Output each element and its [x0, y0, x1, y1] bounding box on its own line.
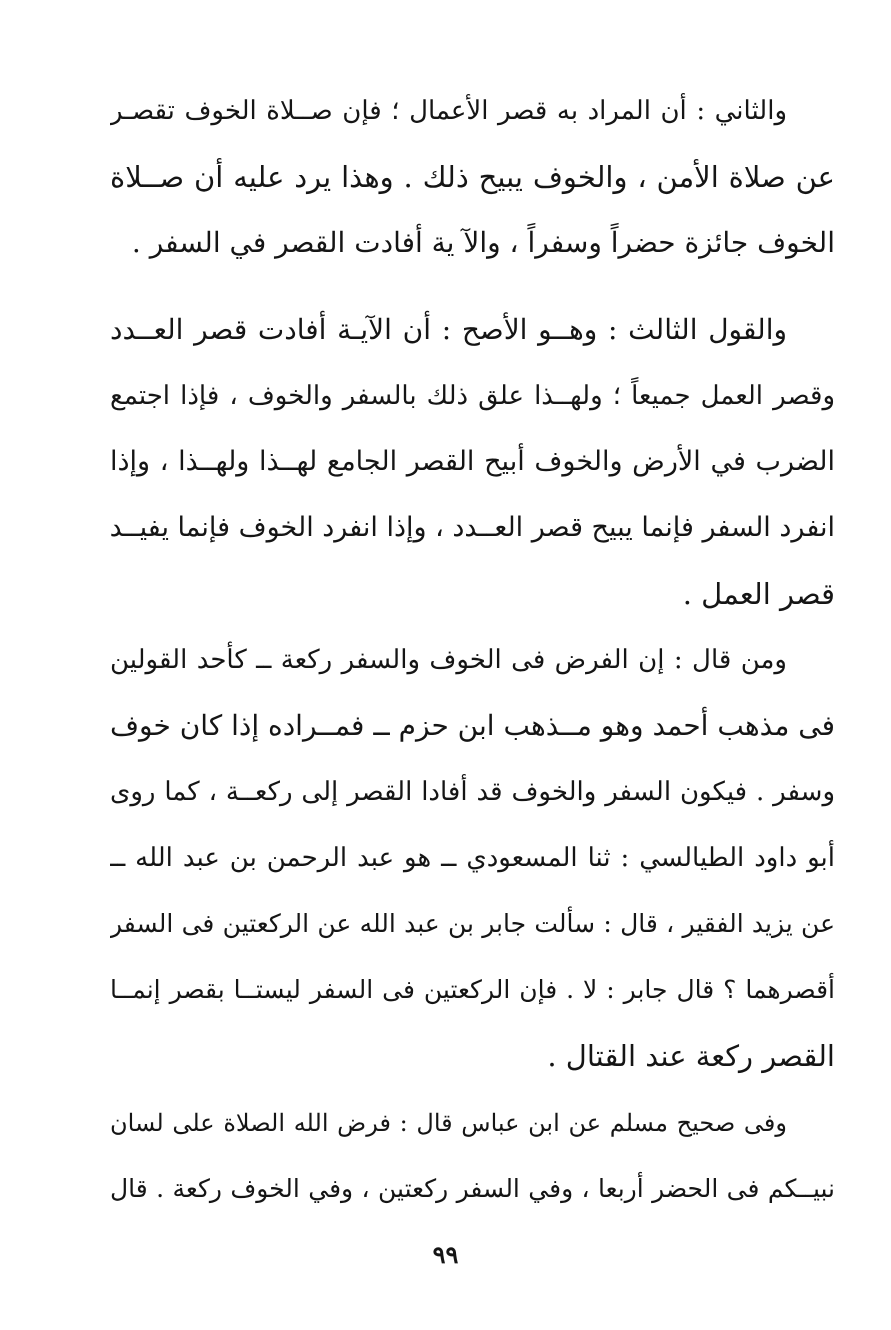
- paragraph-one-rakah-opinion: [110, 627, 835, 1089]
- text-line: وقصر العمل جميعاً ؛ ولهــذا علق ذلك بالسفر والخوف ، فإذا اجتمع: [110, 381, 835, 411]
- paragraph-second-opinion: [110, 78, 835, 276]
- text-line: ومن قال : إن الفرض فى الخوف والسفر ركعة ــ كأحد القولين: [110, 645, 787, 675]
- page-number: ٩٩: [432, 1240, 459, 1269]
- text-line: أقصرهما ؟ قال جابر : لا . فإن الركعتين فى السفر ليستــا بقصر إنمــا: [110, 975, 835, 1004]
- text-line: قصر العمل .: [682, 577, 835, 611]
- text-line: الخوف جائزة حضراً وسفراً ، والآ ية أفادت القصر في السفر .: [131, 226, 835, 259]
- text-line: فى مذهب أحمد وهو مــذهب ابن حزم ــ فمــراده إذا كان خوف: [110, 709, 835, 742]
- paragraph-sahih-muslim: [110, 1090, 835, 1222]
- text-line: والثاني : أن المراد به قصر الأعمال ؛ فإن صــلاة الخوف تقصـر: [110, 96, 787, 126]
- text-line: عن يزيد الفقير ، قال : سألت جابر بن عبد الله عن الركعتين فى السفر: [110, 909, 835, 938]
- text-line: نبيــكم فى الحضر أربعا ، وفي السفر ركعتين ، وفي الخوف ركعة . قال: [110, 1174, 835, 1203]
- text-line: وسفر . فيكون السفر والخوف قد أفادا القصر إلى ركعــة ، كما روى: [110, 777, 835, 807]
- paragraph-third-opinion: [110, 297, 835, 627]
- text-line: وفى صحيح مسلم عن ابن عباس قال : فرض الله الصلاة على لسان: [110, 1109, 787, 1137]
- text-line: القصر ركعة عند القتال .: [547, 1039, 835, 1073]
- text-line: والقول الثالث : وهــو الأصح : أن الآيـة أفادت قصر العــدد: [110, 313, 787, 346]
- text-line: انفرد السفر فإنما يبيح قصر العــدد ، وإذا انفرد الخوف فإنما يفيــد: [110, 512, 835, 543]
- text-line: عن صلاة الأمن ، والخوف يبيح ذلك . وهذا يرد عليه أن صــلاة: [110, 160, 835, 194]
- text-line: أبو داود الطيالسي : ثنا المسعودي ــ هو عبد الرحمن بن عبد الله ــ: [110, 843, 835, 873]
- text-line: الضرب في الأرض والخوف أبيح القصر الجامع لهــذا ولهــذا ، وإذا: [110, 446, 835, 477]
